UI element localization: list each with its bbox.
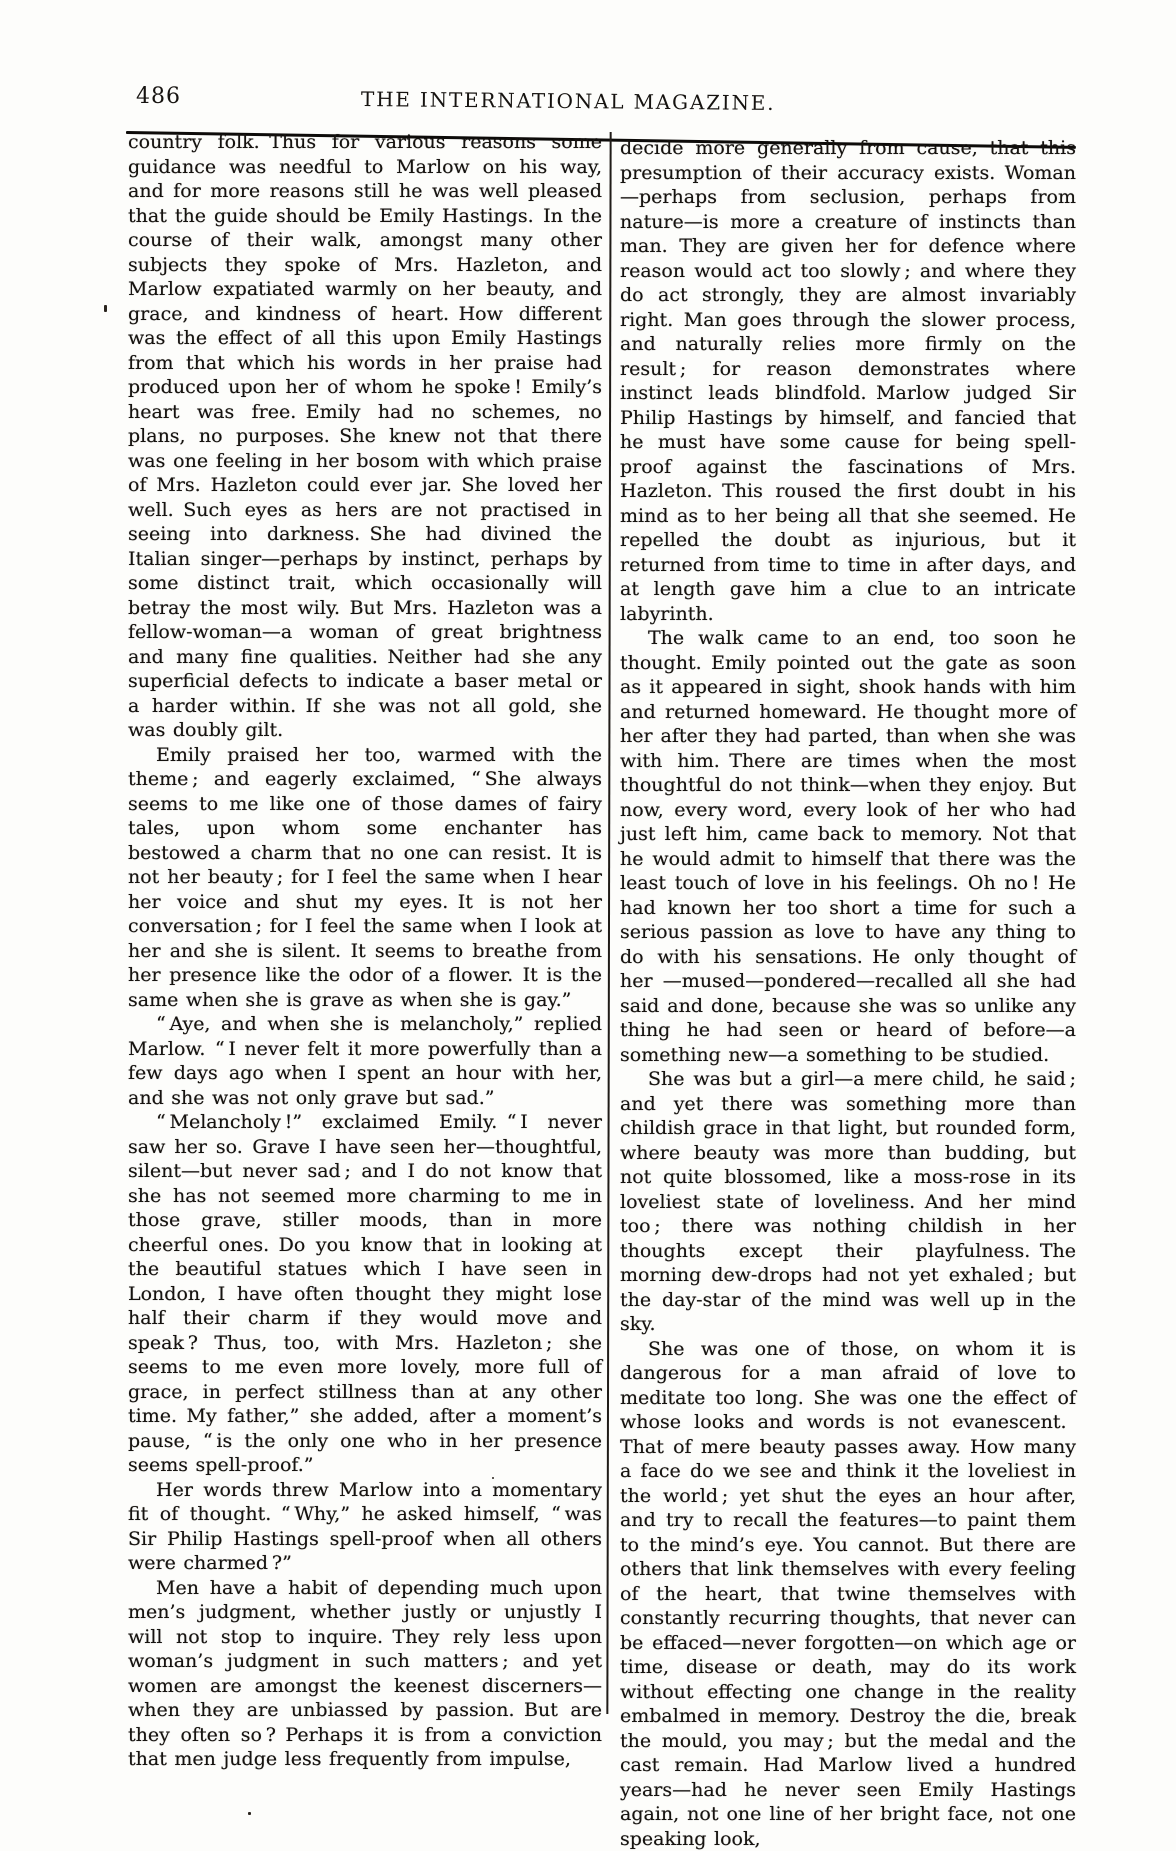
paragraph: She was but a girl—a mere child, he said ; and yet there was something more than childish grace in that light, but rounded form, where beauty was more than budding, but not quite blossomed, like a moss-rose in its loveliest state of loveliness. And her mind too ; there was nothing childish in her thoughts except their playfulness. The morning dew-drops had not yet exhaled ; but the day-star of the mind was well up in the sky. <box>620 1067 1076 1337</box>
paragraph: Her words threw Marlow into a momentary fit of thought. “ Why,” he asked himself, “ was Sir Philip Hastings spell-proof when all others were charmed ?” <box>128 1478 602 1576</box>
paragraph: Emily praised her too, warmed with the theme ; and eagerly exclaimed, “ She always seems to me like one of those dames of fairy tales, upon whom some enchanter has bestowed a charm that no one can resist. It is not her beauty ; for I feel the same when I hear her voice and shut my eyes. It is not her conversation ; for I feel the same when I look at her and she is silent. It seems to breathe from her presence like the odor of a flower. It is the same when she is grave as when she is gay.” <box>128 743 602 1013</box>
masthead-title: THE INTERNATIONAL MAGAZINE. <box>361 87 776 115</box>
scan-speck <box>492 1477 494 1479</box>
paragraph: “ Aye, and when she is melancholy,” replied Marlow. “ I never felt it more powerfully than a few days ago when I spent an hour with her, and she was not only grave but sad.” <box>128 1012 602 1110</box>
column-divider-rule <box>606 132 611 1714</box>
paragraph: Men have a habit of depending much upon men’s judgment, whether justly or unjustly I will not stop to inquire. They rely less upon woman’s judgment in such matters ; and yet women are amongst the keenest discerners—when they are unbiassed by passion. But are they often so ? Perhaps it is from a conviction that men judge less frequently from impulse, <box>128 1576 602 1772</box>
left-column <box>128 130 602 1772</box>
paragraph: decide more generally from cause, that this presumption of their accuracy exists. Woman—perhaps from seclusion, perhaps from nature—is more a creature of instincts than man. They are given her for defence where reason would act too slowly ; and where they do act strongly, they are almost invariably right. Man goes through the slower process, and naturally relies more firmly on the result ; for reason demonstrates where instinct leads blindfold. Marlow judged Sir Philip Hastings by himself, and fancied that he must have some cause for being spell-proof against the fascinations of Mrs. Hazleton. This roused the first doubt in his mind as to her being all that she seemed. He repelled the doubt as injurious, but it returned from time to time in after days, and at length gave him a clue to an intricate labyrinth. <box>620 136 1076 626</box>
right-column <box>620 136 1076 1851</box>
paragraph: The walk came to an end, too soon he thought. Emily pointed out the gate as soon as it appeared in sight, shook hands with him and returned homeward. He thought more of her after they had parted, than when she was with him. There are times when the most thoughtful do not think—when they enjoy. But now, every word, every look of her who had just left him, came back to memory. Not that he would admit to himself that there was the least touch of love in his feelings. Oh no ! He had known her too short a time for such a serious passion as love to have any thing to do with his sensations. He only thought of her —mused—pondered—recalled all she had said and done, because she was so unlike any thing he had seen or heard of before—a something new—a something to be studied. <box>620 626 1076 1067</box>
paragraph: She was one of those, on whom it is dangerous for a man afraid of love to meditate too long. She was one the effect of whose looks and words is not evanescent. That of mere beauty passes away. How many a face do we see and think it the loveliest in the world ; yet shut the eyes an hour after, and try to recall the features—to paint them to the mind’s eye. You cannot. But there are others that link themselves with every feeling of the heart, that twine themselves with constantly recurring thoughts, that never can be effaced—never forgotten—on which age or time, disease or death, may do its work without effecting one change in the reality embalmed in memory. Destroy the die, break the mould, you may ; but the medal and the cast remain. Had Marlow lived a hundred years—had he never seen Emily Hastings again, not one line of her bright face, not one speaking look, <box>620 1337 1076 1851</box>
paragraph: “ Melancholy !” exclaimed Emily. “ I never saw her so. Grave I have seen her—thoughtful, silent—but never sad ; and I do not know that she has not seemed more charming to me in those grave, stiller moods, than in more cheerful ones. Do you know that in looking at the beautiful statues which I have seen in London, I have often thought they might lose half their charm if they would move and speak ? Thus, too, with Mrs. Hazleton ; she seems to me even more lovely, more full of grace, in perfect stillness than at any other time. My father,” she added, after a moment’s pause, “ is the only one who in her presence seems spell-proof.” <box>128 1110 602 1478</box>
paragraph: country folk. Thus for various reasons some guidance was needful to Marlow on his way, and for more reasons still he was well pleased that the guide should be Emily Hastings. In the course of their walk, amongst many other subjects they spoke of Mrs. Hazleton, and Marlow expatiated warmly on her beauty, and grace, and kindness of heart. How different was the effect of all this upon Emily Hastings from that which his words in her praise had produced upon her of whom he spoke ! Emily’s heart was free. Emily had no schemes, no plans, no purposes. She knew not that there was one feeling in her bosom with which praise of Mrs. Hazleton could ever jar. She loved her well. Such eyes as hers are not practised in seeing into darkness. She had divined the Italian singer—perhaps by instinct, perhaps by some distinct trait, which occasionally will betray the most wily. But Mrs. Hazleton was a fellow-woman—a woman of great brightness and many fine qualities. Neither had she any superficial defects to indicate a baser metal or a harder within. If she was not all gold, she was doubly gilt. <box>128 130 602 743</box>
scan-speck <box>104 305 107 312</box>
page-number: 486 <box>136 84 181 109</box>
scan-speck <box>248 1812 251 1815</box>
